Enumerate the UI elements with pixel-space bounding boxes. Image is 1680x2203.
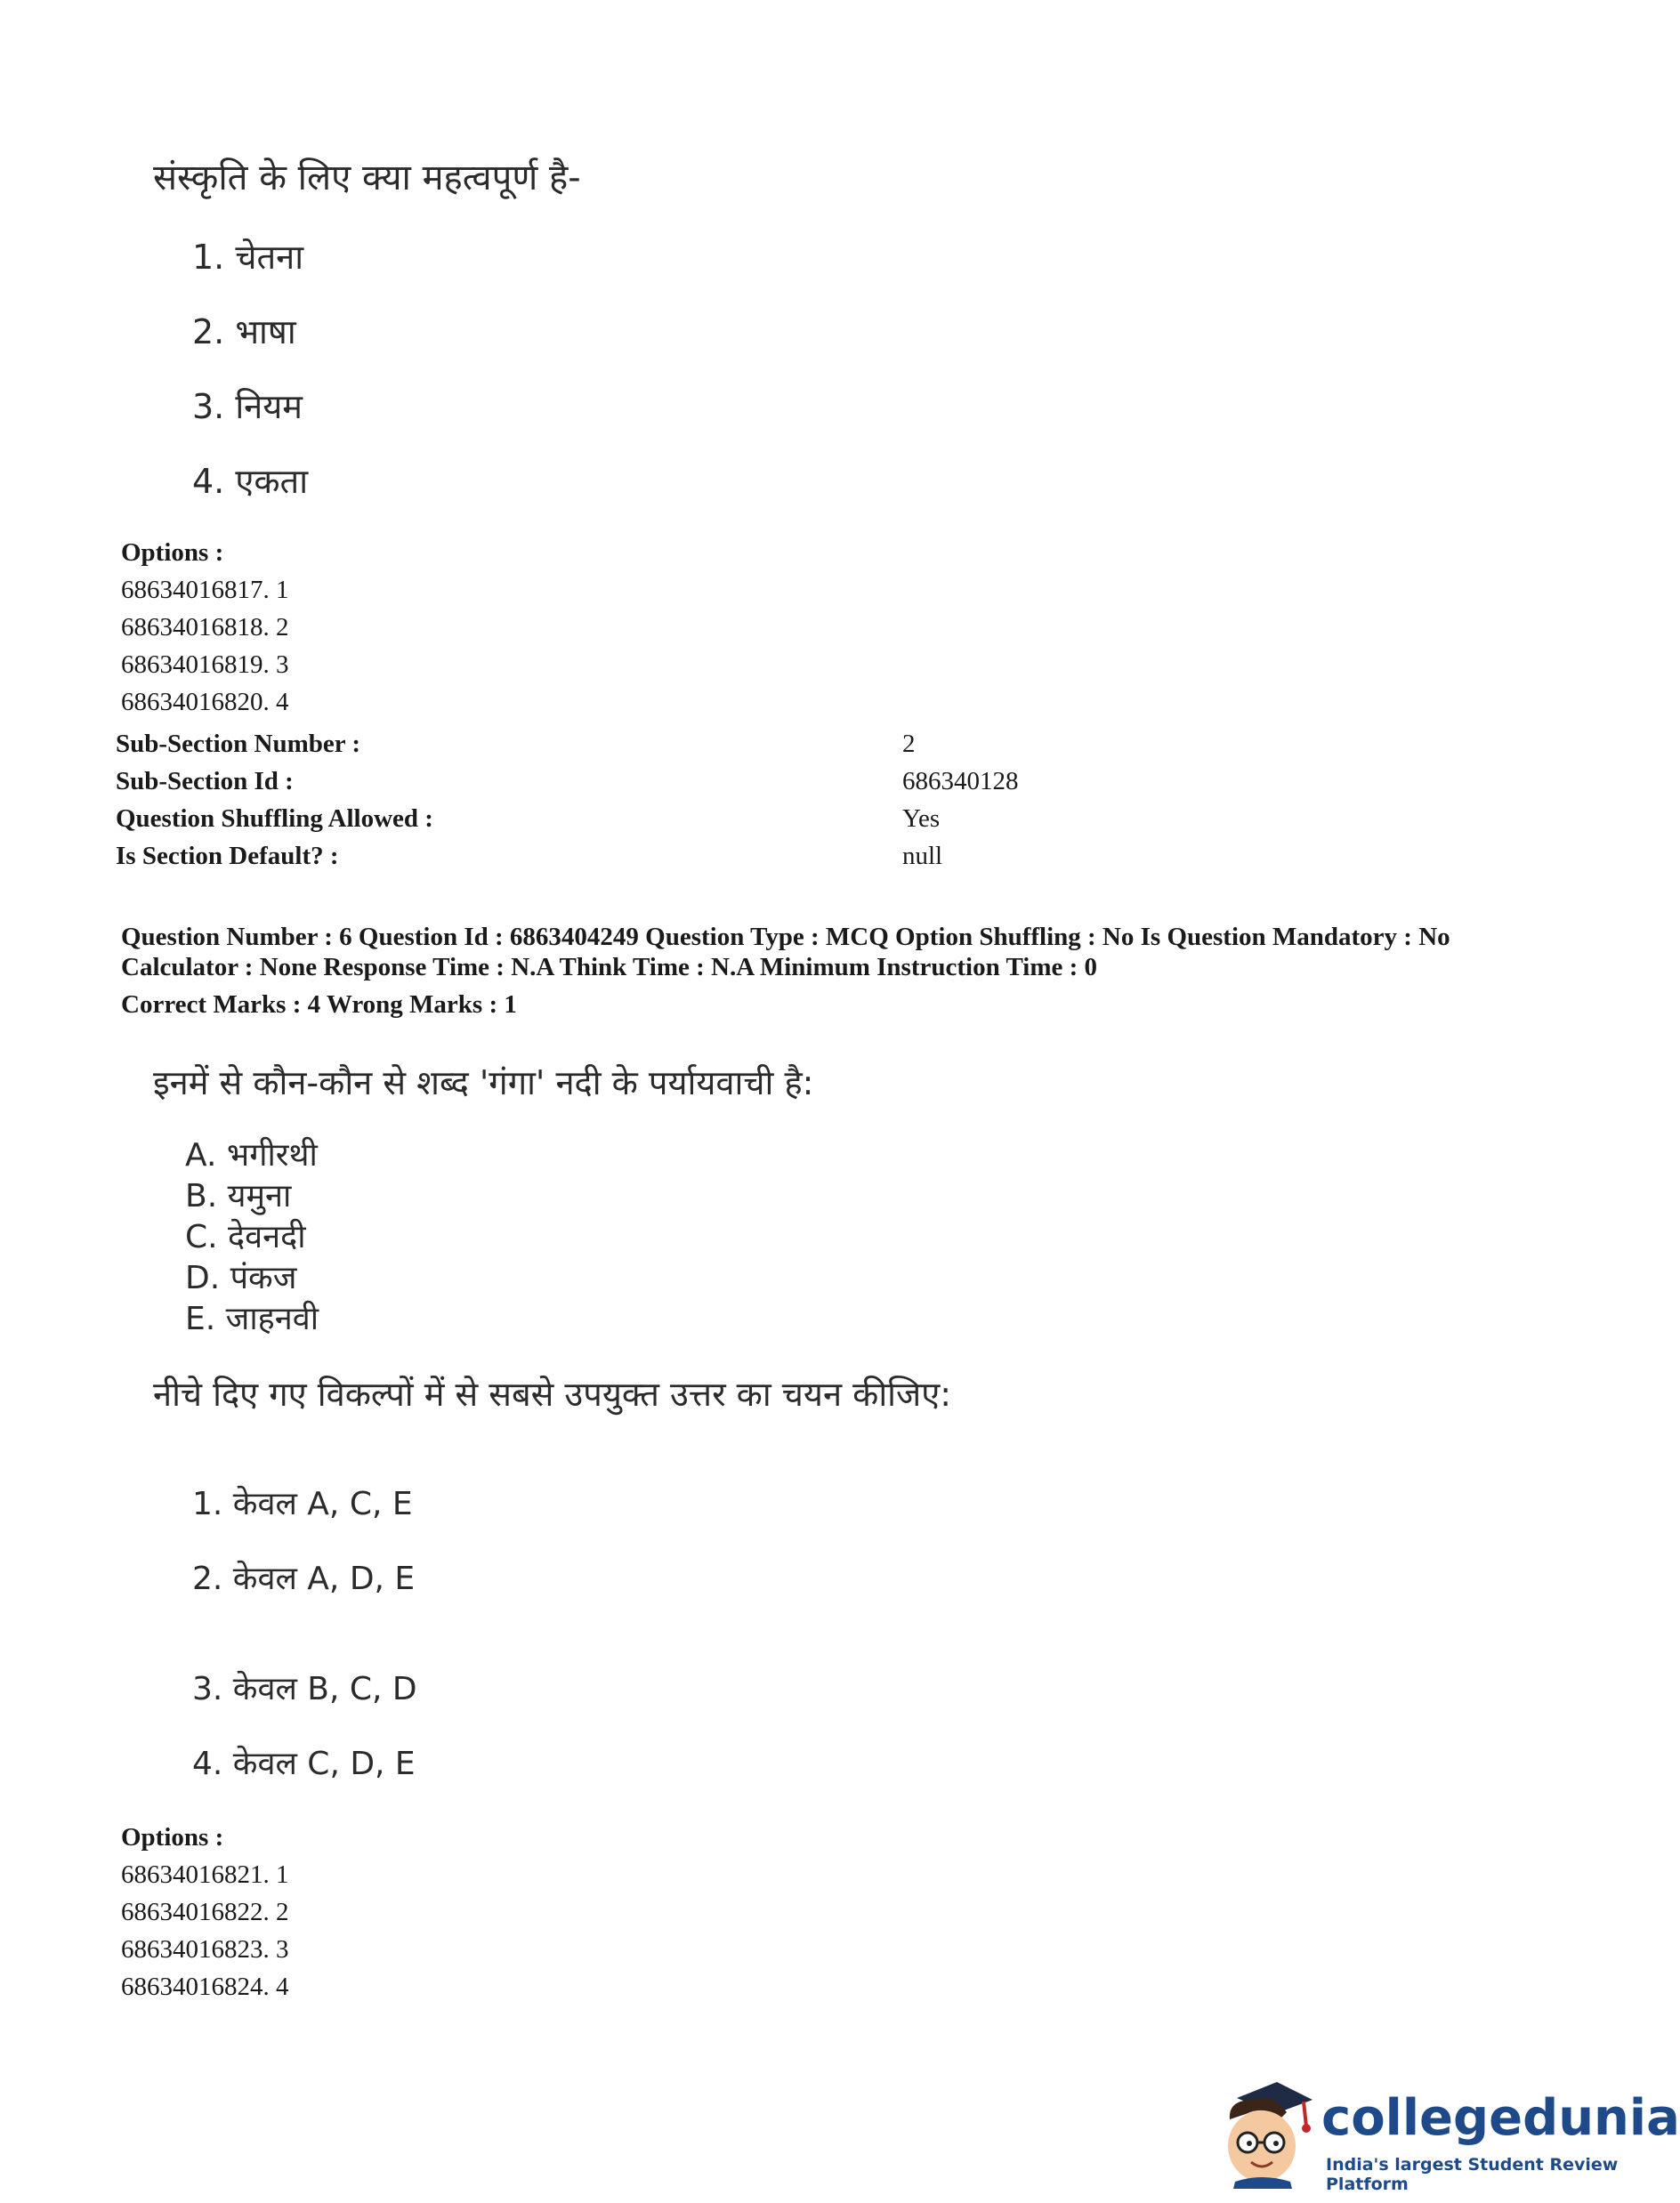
question-marks: Correct Marks : 4 Wrong Marks : 1	[121, 990, 517, 1019]
choice-item: 2. केवल A, D, E	[192, 1561, 416, 1597]
subsection-id-value: 686340128	[902, 767, 1019, 795]
option-id: 68634016819. 3	[121, 650, 289, 679]
question-meta-line: Question Number : 6 Question Id : 6863404249 Question Type : MCQ Option Shuffling : No Is Question Mandatory : No	[121, 923, 1450, 951]
option-id: 68634016821. 1	[121, 1860, 289, 1889]
subsection-number-label: Sub-Section Number :	[116, 730, 360, 758]
choice-item: 1. चेतना	[192, 238, 304, 277]
question-text: संस्कृति के लिए क्या महत्वपूर्ण है-	[153, 157, 581, 198]
statement-item: D. पंकज	[185, 1260, 297, 1296]
question-meta-line: Calculator : None Response Time : N.A Think Time : N.A Minimum Instruction Time : 0	[121, 953, 1098, 981]
logo-wordmark: collegedunia	[1321, 2089, 1680, 2147]
mascot-icon	[1210, 2073, 1317, 2189]
option-id: 68634016817. 1	[121, 576, 289, 604]
choice-item: 3. नियम	[192, 387, 303, 426]
statement-item: A. भगीरथी	[185, 1137, 318, 1174]
question-text: इनमें से कौन-कौन से शब्द 'गंगा' नदी के पर्यायवाची है:	[153, 1063, 814, 1102]
question-shuffling-value: Yes	[902, 804, 941, 833]
subsection-id-label: Sub-Section Id :	[116, 767, 294, 795]
option-id: 68634016818. 2	[121, 613, 289, 642]
choice-item: 1. केवल A, C, E	[192, 1486, 413, 1522]
option-id: 68634016824. 4	[121, 1973, 289, 2001]
option-id: 68634016822. 2	[121, 1898, 289, 1926]
statement-item: B. यमुना	[185, 1178, 292, 1214]
question-instruction: नीचे दिए गए विकल्पों में से सबसे उपयुक्त उत्तर का चयन कीजिए:	[153, 1375, 952, 1414]
choice-item: 4. एकता	[192, 462, 309, 501]
choice-item: 2. भाषा	[192, 312, 296, 351]
subsection-number-value: 2	[902, 730, 916, 758]
question-shuffling-label: Question Shuffling Allowed :	[116, 804, 433, 833]
statement-item: E. जाहनवी	[185, 1301, 319, 1337]
option-id: 68634016823. 3	[121, 1935, 289, 1964]
section-default-value: null	[902, 842, 943, 870]
option-id: 68634016820. 4	[121, 688, 289, 716]
choice-item: 3. केवल B, C, D	[192, 1671, 417, 1707]
options-block	[121, 1819, 289, 2005]
question-meta	[121, 922, 1545, 1020]
logo-tagline: India's largest Student Review Platform	[1326, 2155, 1619, 2194]
section-default-label: Is Section Default? :	[116, 842, 339, 870]
options-block	[121, 534, 289, 721]
statement-item: C. देवनदी	[185, 1219, 306, 1255]
choice-item: 4. केवल C, D, E	[192, 1746, 416, 1782]
options-title: Options :	[121, 538, 224, 567]
collegedunia-logo	[1210, 2073, 1680, 2194]
options-title: Options :	[121, 1823, 224, 1852]
